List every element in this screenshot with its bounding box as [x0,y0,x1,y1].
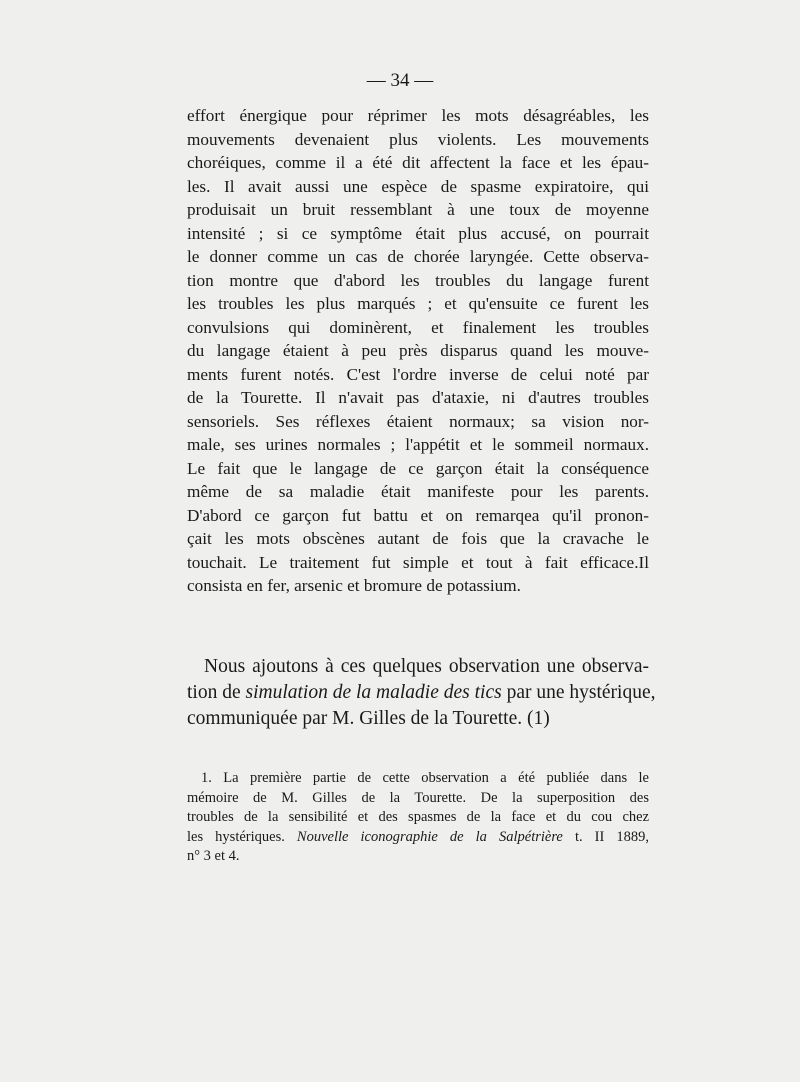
body-line: convulsions qui dominèrent, et finalement les troubles [187,317,649,337]
body-line: male, ses urines normales ; l'appétit et le sommeil normaux. [187,435,649,454]
intro-line: communiquée par M. Gilles de la Tourette. (1) [187,708,550,729]
footnote [187,769,649,867]
body-line: choréiques, comme il a été dit affectent la face et les épau- [187,153,649,172]
body-line: ments furent notés. C'est l'ordre inverse de celui noté par [187,364,649,384]
body-line: mouvements devenaient plus violents. Les mouvements [187,129,649,149]
footnote-line: 1. La première partie de cette observation a été publiée dans le [201,770,649,786]
intro-paragraph [187,654,656,732]
footnote-line: n° 3 et 4. [187,848,240,864]
body-line: intensité ; si ce symptôme était plus accusé, on pourrait [187,223,649,243]
body-line: consista en fer, arsenic et bromure de potassium. [187,576,521,595]
footnote-text: les hystériques. [187,828,297,845]
footnote-italic-title: Nouvelle iconographie de la Salpétrière [296,828,563,845]
intro-line [187,680,656,706]
body-line: çait les mots obscènes autant de fois que la cravache le [187,529,649,548]
body-line: sensoriels. Ses réflexes étaient normaux; sa vision nor- [187,411,649,431]
body-line: tion montre que d'abord les troubles du langage furent [187,270,649,290]
intro-text: tion de [187,682,246,703]
body-line: le donner comme un cas de chorée laryngée. Cette observa- [187,247,649,266]
body-line: du langage étaient à peu près disparus quand les mouve- [187,341,649,360]
footnote-line: troubles de la sensibilité et des spasmes de la face et du cou chez [187,809,649,825]
intro-italic-title: simulation de la maladie des tics [245,682,502,703]
body-line: touchait. Le traitement fut simple et tout à fait efficace.Il [187,552,649,572]
body-line: de la Tourette. Il n'avait pas d'ataxie, ni d'autres troubles [187,388,649,407]
body-line: produisait un bruit ressemblant à une toux de moyenne [187,200,649,219]
body-line: même de sa maladie était manifeste pour les parents. [187,482,649,501]
footnote-line [187,828,649,848]
footnote-text: t. II 1889, [562,828,649,845]
body-line: les troubles les plus marqués ; et qu'ensuite ce furent les [187,294,649,313]
intro-text: par une hystérique, [501,682,656,703]
body-line: effort énergique pour réprimer les mots désagréables, les [187,106,649,125]
body-line: D'abord ce garçon fut battu et on remarqea qu'il pronon- [187,505,649,525]
body-line: les. Il avait aussi une espèce de spasme expiratoire, qui [187,176,649,196]
body-line: Le fait que le langage de ce garçon était la conséquence [187,458,649,478]
body-paragraph [187,104,649,598]
intro-line: Nous ajoutons à ces quelques observation une observa- [204,656,649,677]
footnote-line: mémoire de M. Gilles de la Tourette. De la superposition des [187,789,649,806]
page-number: — 34 — [366,70,434,91]
